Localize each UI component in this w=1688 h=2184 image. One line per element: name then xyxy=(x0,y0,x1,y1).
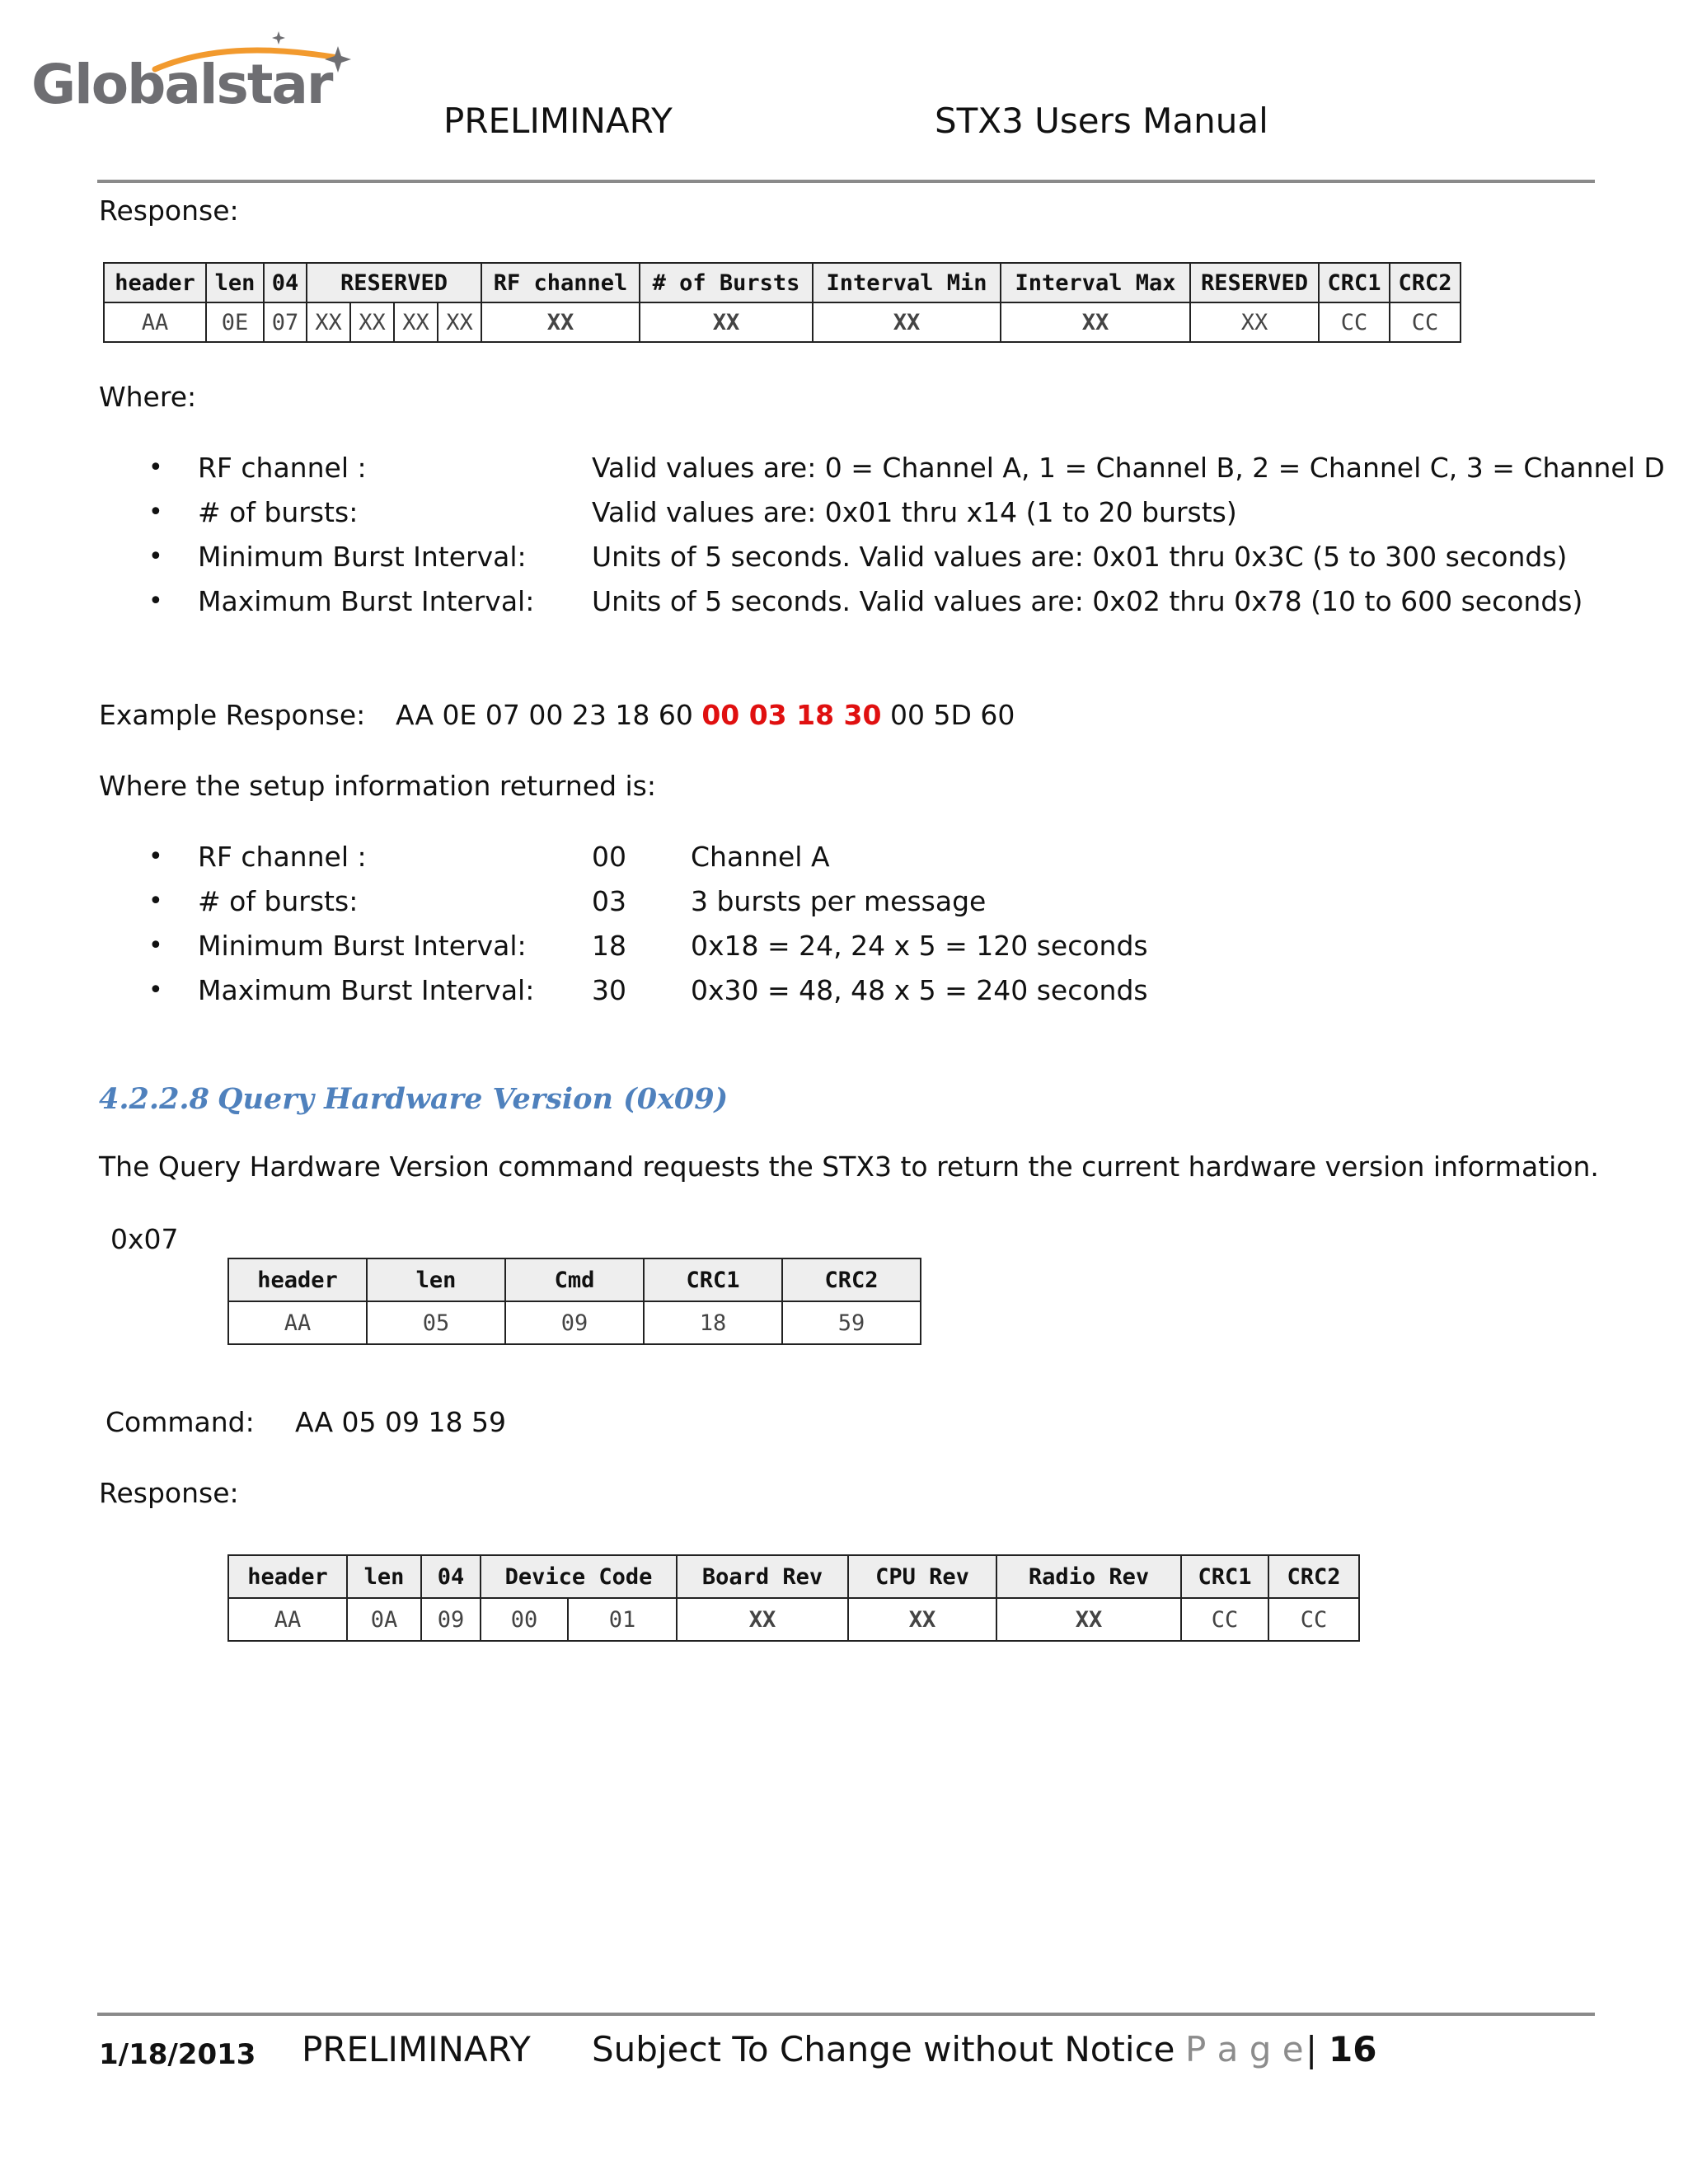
command-value: AA 05 09 18 59 xyxy=(295,1406,506,1438)
footer-preliminary: PRELIMINARY xyxy=(302,2029,531,2069)
col-reserved-2: RESERVED xyxy=(1190,263,1319,302)
col-crc1: CRC1 xyxy=(1181,1555,1268,1598)
cell-crc1: 18 xyxy=(644,1301,782,1344)
where-desc: Valid values are: 0 = Channel A, 1 = Channel B, 2 = Channel C, 3 = Channel D xyxy=(592,452,1665,484)
setup-term: # of bursts: xyxy=(198,885,359,917)
col-crc2: CRC2 xyxy=(782,1258,921,1301)
section-title: Query Hardware Version (0x09) xyxy=(218,1082,729,1116)
query-command-table xyxy=(227,1258,921,1345)
where-term: # of bursts: xyxy=(198,496,359,528)
header-preliminary: PRELIMINARY xyxy=(443,101,673,141)
cell-reserved-a: XX xyxy=(307,302,350,342)
col-04: 04 xyxy=(264,263,307,302)
setup-term: RF channel : xyxy=(198,841,367,873)
cell-crc1: CC xyxy=(1319,302,1390,342)
cell-reserved-b: XX xyxy=(350,302,394,342)
response-label: Response: xyxy=(99,194,239,227)
command-label: Command: xyxy=(106,1406,255,1438)
bullet-icon: • xyxy=(148,842,163,871)
col-crc1: CRC1 xyxy=(1319,263,1390,302)
cell-radio-rev: XX xyxy=(996,1598,1181,1641)
footer-page-word: P a g e xyxy=(1185,2029,1304,2069)
cell-bursts: XX xyxy=(640,302,813,342)
cell-crc2: CC xyxy=(1390,302,1461,342)
cell-04: 09 xyxy=(421,1598,481,1641)
col-len: len xyxy=(367,1258,505,1301)
example-prefix: AA 0E 07 00 23 18 60 xyxy=(396,699,702,731)
bullet-icon: • xyxy=(148,498,163,527)
example-value xyxy=(396,699,1015,732)
setup-desc: 0x30 = 48, 48 x 5 = 240 seconds xyxy=(691,974,1148,1006)
col-crc2: CRC2 xyxy=(1390,263,1461,302)
setup-desc: 0x18 = 24, 24 x 5 = 120 seconds xyxy=(691,930,1148,962)
cell-len: 0A xyxy=(347,1598,421,1641)
col-header: header xyxy=(228,1555,347,1598)
example-suffix: 00 5D 60 xyxy=(881,699,1015,731)
bullet-icon: • xyxy=(148,931,163,960)
setup-desc: Channel A xyxy=(691,841,830,873)
cell-reserved-c: XX xyxy=(394,302,438,342)
bullet-icon: • xyxy=(148,976,163,1005)
col-header: header xyxy=(228,1258,367,1301)
cell-header: AA xyxy=(228,1301,367,1344)
col-len: len xyxy=(206,263,264,302)
setup-code: 30 xyxy=(592,974,626,1006)
where-desc: Units of 5 seconds. Valid values are: 0x01 thru 0x3C (5 to 300 seconds) xyxy=(592,541,1568,573)
footer-date: 1/18/2013 xyxy=(99,2038,256,2071)
bullet-icon: • xyxy=(148,587,163,616)
col-interval-min: Interval Min xyxy=(813,263,1001,302)
col-device-code: Device Code xyxy=(481,1555,677,1598)
header-rule xyxy=(97,180,1595,183)
cell-device-code-a: 00 xyxy=(481,1598,568,1641)
setup-code: 03 xyxy=(592,885,626,917)
cell-header: AA xyxy=(228,1598,347,1641)
where-desc: Valid values are: 0x01 thru x14 (1 to 20 bursts) xyxy=(592,496,1237,528)
setup-intro: Where the setup information returned is: xyxy=(99,770,656,802)
col-reserved: RESERVED xyxy=(307,263,481,302)
setup-term: Maximum Burst Interval: xyxy=(198,974,535,1006)
setup-desc: 3 bursts per message xyxy=(691,885,987,917)
col-04: 04 xyxy=(421,1555,481,1598)
footer-separator: | xyxy=(1306,2029,1318,2069)
where-term: RF channel : xyxy=(198,452,367,484)
col-crc1: CRC1 xyxy=(644,1258,782,1301)
header-manual-title: STX3 Users Manual xyxy=(935,101,1268,141)
cell-len: 0E xyxy=(206,302,264,342)
where-term: Maximum Burst Interval: xyxy=(198,585,535,617)
bullet-icon: • xyxy=(148,887,163,916)
setup-code: 00 xyxy=(592,841,626,873)
cell-device-code-b: 01 xyxy=(568,1598,677,1641)
cell-interval-min: XX xyxy=(813,302,1001,342)
col-bursts: # of Bursts xyxy=(640,263,813,302)
hardware-response-table xyxy=(227,1554,1360,1642)
col-interval-max: Interval Max xyxy=(1001,263,1190,302)
example-label: Example Response: xyxy=(99,699,366,731)
setup-code: 18 xyxy=(592,930,626,962)
bullet-icon: • xyxy=(148,453,163,482)
response-label-2: Response: xyxy=(99,1477,239,1509)
setup-term: Minimum Burst Interval: xyxy=(198,930,527,962)
cell-cmd: 09 xyxy=(505,1301,644,1344)
section-paragraph: The Query Hardware Version command requests the STX3 to return the current hardware version information. xyxy=(99,1151,1599,1183)
col-header: header xyxy=(104,263,206,302)
code-label: 0x07 xyxy=(110,1223,179,1255)
footer-page-number: 16 xyxy=(1329,2029,1377,2069)
cell-interval-max: XX xyxy=(1001,302,1190,342)
where-label: Where: xyxy=(99,381,197,413)
col-cmd: Cmd xyxy=(505,1258,644,1301)
footer-notice: Subject To Change without Notice xyxy=(592,2029,1175,2069)
col-rf-channel: RF channel xyxy=(481,263,640,302)
cell-crc2: 59 xyxy=(782,1301,921,1344)
logo-wordmark: Globalstar xyxy=(31,53,332,116)
response-table xyxy=(103,262,1461,343)
footer-rule xyxy=(97,2013,1595,2016)
col-crc2: CRC2 xyxy=(1268,1555,1359,1598)
cell-crc2: CC xyxy=(1268,1598,1359,1641)
cell-cpu-rev: XX xyxy=(848,1598,996,1641)
cell-crc1: CC xyxy=(1181,1598,1268,1641)
cell-rf-channel: XX xyxy=(481,302,640,342)
cell-len: 05 xyxy=(367,1301,505,1344)
section-number: 4.2.2.8 xyxy=(99,1082,209,1116)
cell-reserved-2: XX xyxy=(1190,302,1319,342)
col-len: len xyxy=(347,1555,421,1598)
globalstar-logo xyxy=(31,30,353,120)
col-radio-rev: Radio Rev xyxy=(996,1555,1181,1598)
bullet-icon: • xyxy=(148,542,163,571)
cell-header: AA xyxy=(104,302,206,342)
cell-reserved-d: XX xyxy=(438,302,481,342)
col-cpu-rev: CPU Rev xyxy=(848,1555,996,1598)
where-term: Minimum Burst Interval: xyxy=(198,541,527,573)
cell-board-rev: XX xyxy=(677,1598,848,1641)
cell-04: 07 xyxy=(264,302,307,342)
col-board-rev: Board Rev xyxy=(677,1555,848,1598)
example-highlight: 00 03 18 30 xyxy=(701,699,882,731)
where-desc: Units of 5 seconds. Valid values are: 0x02 thru 0x78 (10 to 600 seconds) xyxy=(592,585,1583,617)
